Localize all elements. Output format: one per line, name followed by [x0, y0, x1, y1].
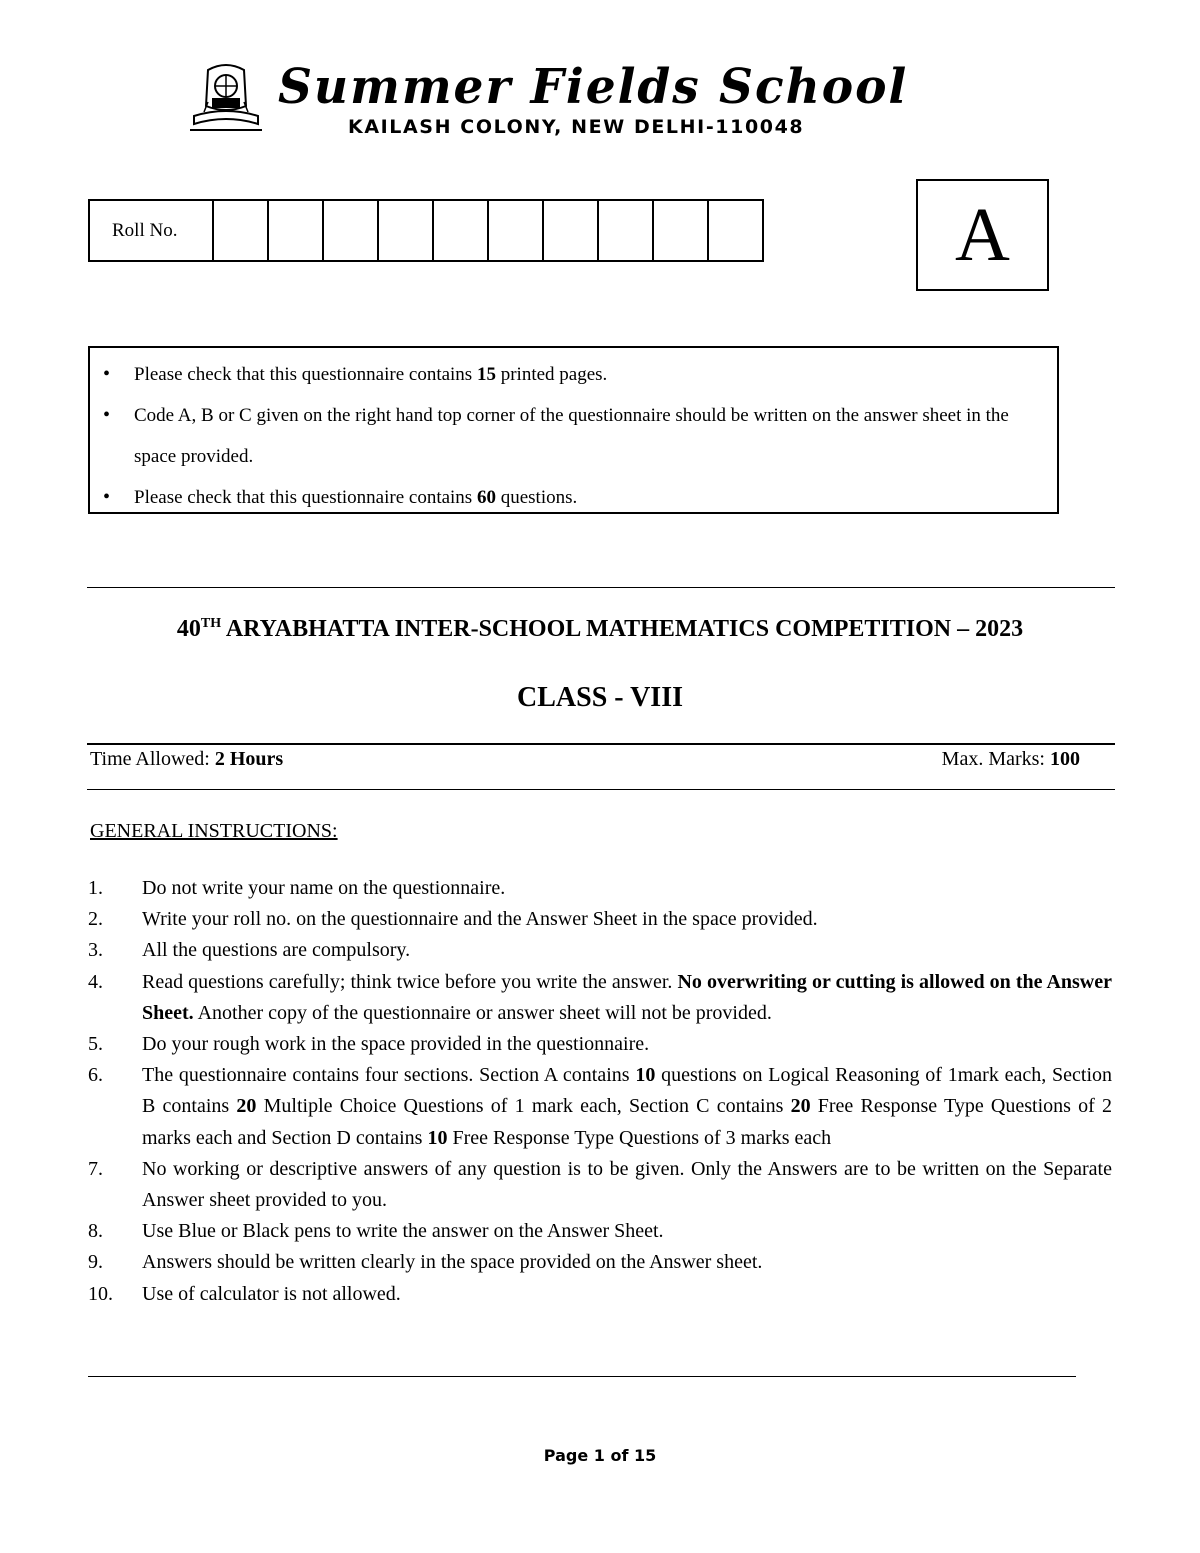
edition-number: 40 [176, 616, 201, 642]
roll-number-label: Roll No. [89, 200, 213, 261]
roll-digit-cell[interactable] [433, 200, 488, 261]
roll-digit-cell[interactable] [543, 200, 598, 261]
current-page: 1 [593, 1446, 605, 1465]
roll-digit-cell[interactable] [653, 200, 708, 261]
roll-digit-cell[interactable] [598, 200, 653, 261]
instruction-item: 10. Use of calculator is not allowed. [88, 1279, 1112, 1310]
roll-digit-cell[interactable] [708, 200, 763, 261]
competition-name: ARYABHATTA INTER-SCHOOL MATHEMATICS COMPETITION – 2023 [221, 616, 1024, 642]
notice-item: • Code A, B or C given on the right hand top corner of the questionnaire should be written on the answer sheet in the space provided. [103, 395, 1037, 477]
max-marks: Max. Marks: 100 [941, 748, 1080, 770]
notice-box [88, 346, 1059, 514]
class-title: CLASS - VIII [517, 682, 683, 713]
total-pages: 15 [633, 1446, 657, 1465]
edition-suffix: TH [200, 616, 222, 631]
notice-item: • Please check that this questionnaire contains 60 questions. [103, 477, 1037, 518]
instruction-item: 4. Read questions carefully; think twice before you write the answer. No overwriting or cutting is allowed on the Answer Sheet. Another copy of the questionnaire or answer sheet will not be provided. [88, 967, 1112, 1029]
instruction-number: 10. [88, 1282, 113, 1305]
time-allowed: Time Allowed: 2 Hours [90, 748, 284, 770]
instruction-number: 4. [88, 970, 103, 993]
instruction-item: 5. Do your rough work in the space provided in the questionnaire. [88, 1029, 1112, 1060]
instruction-number: 2. [88, 908, 103, 931]
roll-digit-cell[interactable] [268, 200, 323, 261]
school-address: KAILASH COLONY, NEW DELHI-110048 [348, 116, 805, 138]
instruction-item: 6. The questionnaire contains four sections. Section A contains 10 questions on Logical Reasoning of 1mark each, Section B contains 20 Multiple Choice Questions of 1 mark each, Section C contains 20 Free Response Type Questions of 2 marks each and Section D contains 10 Free Response Type Questions of 3 marks each [88, 1060, 1112, 1154]
roll-digit-cell[interactable] [378, 200, 433, 261]
instruction-item: 9. Answers should be written clearly in the space provided on the Answer sheet. [88, 1247, 1112, 1278]
notice-list [103, 354, 1037, 518]
roll-digit-cell[interactable] [323, 200, 378, 261]
school-name: Summer Fields School [278, 59, 909, 115]
divider [87, 587, 1115, 588]
instruction-number: 3. [88, 939, 103, 962]
instruction-item: 8. Use Blue or Black pens to write the answer on the Answer Sheet. [88, 1216, 1112, 1247]
roll-digit-cell[interactable] [213, 200, 268, 261]
end-divider [88, 1376, 1076, 1377]
instructions-list [88, 873, 1112, 1310]
time-marks-row [90, 748, 1080, 771]
roll-number-box [88, 199, 764, 262]
instruction-number: 1. [88, 877, 103, 899]
instruction-item: 7. No working or descriptive answers of any question is to be given. Only the Answers are to be written on the Separate Answer sheet provided to you. [88, 1154, 1112, 1216]
competition-title [0, 616, 1200, 643]
instruction-number: 9. [88, 1251, 103, 1274]
questionnaire-code: A [916, 179, 1049, 291]
school-header [186, 58, 976, 138]
instruction-number: 5. [88, 1033, 103, 1056]
instruction-item: 1. Do not write your name on the questionnaire. [88, 873, 1112, 904]
page-footer: Page 1 of 15 [543, 1446, 657, 1465]
notice-item: • Please check that this questionnaire contains 15 printed pages. [103, 354, 1037, 395]
instruction-number: 7. [88, 1157, 103, 1180]
instruction-item: 3. All the questions are compulsory. [88, 935, 1112, 966]
instructions-heading: GENERAL INSTRUCTIONS: [90, 820, 338, 842]
instruction-number: 8. [88, 1220, 103, 1243]
instruction-number: 6. [88, 1064, 103, 1087]
instruction-item: 2. Write your roll no. on the questionnaire and the Answer Sheet in the space provided. [88, 904, 1112, 935]
school-crest-icon [186, 62, 266, 136]
divider [87, 743, 1115, 745]
divider [87, 789, 1115, 790]
roll-digit-cell[interactable] [488, 200, 543, 261]
